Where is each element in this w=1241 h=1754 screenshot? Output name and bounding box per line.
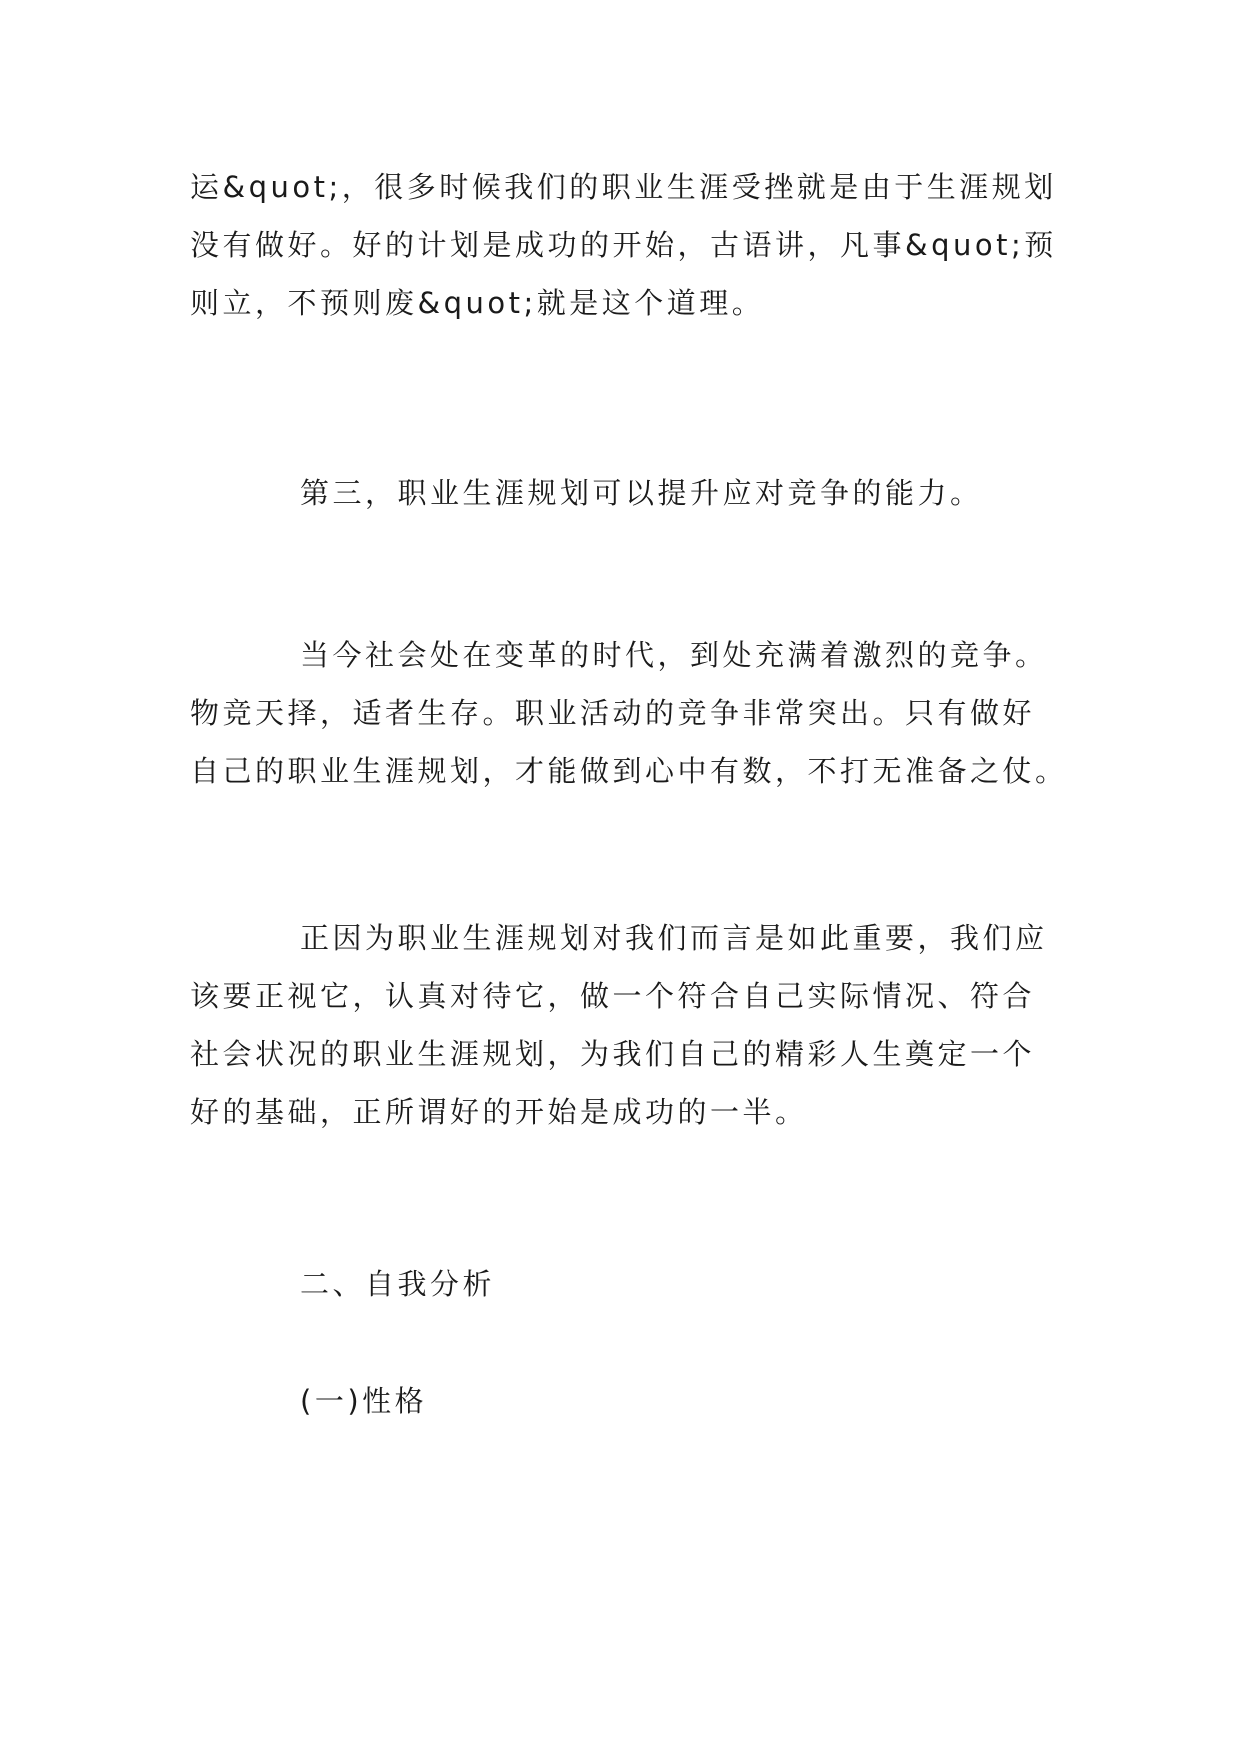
paragraph-line: 物竞天择，适者生存。职业活动的竞争非常突出。只有做好 (190, 696, 1036, 730)
paragraph-line: 自己的职业生涯规划，才能做到心中有数，不打无准备之仗。 (190, 754, 1068, 788)
paragraph-line: 第三，职业生涯规划可以提升应对竞争的能力。 (300, 476, 983, 510)
paragraph-line: 没有做好。好的计划是成功的开始，古语讲，凡事&quot;预 (190, 228, 1057, 262)
paragraph-line: 则立，不预则废&quot;就是这个道理。 (190, 286, 765, 320)
paragraph-line: 好的基础，正所谓好的开始是成功的一半。 (190, 1095, 808, 1129)
paragraph-line: 当今社会处在变革的时代，到处充满着激烈的竞争。 (300, 638, 1048, 672)
paragraph-line: 正因为职业生涯规划对我们而言是如此重要，我们应 (300, 921, 1048, 955)
paragraph-line: 社会状况的职业生涯规划，为我们自己的精彩人生奠定一个 (190, 1037, 1036, 1071)
paragraph-line: 运&quot;，很多时候我们的职业生涯受挫就是由于生涯规划 (190, 170, 1057, 204)
paragraph-line: 该要正视它，认真对待它，做一个符合自己实际情况、符合 (190, 979, 1036, 1013)
subsection-heading: (一)性格 (300, 1384, 428, 1418)
section-heading: 二、自我分析 (300, 1267, 496, 1301)
